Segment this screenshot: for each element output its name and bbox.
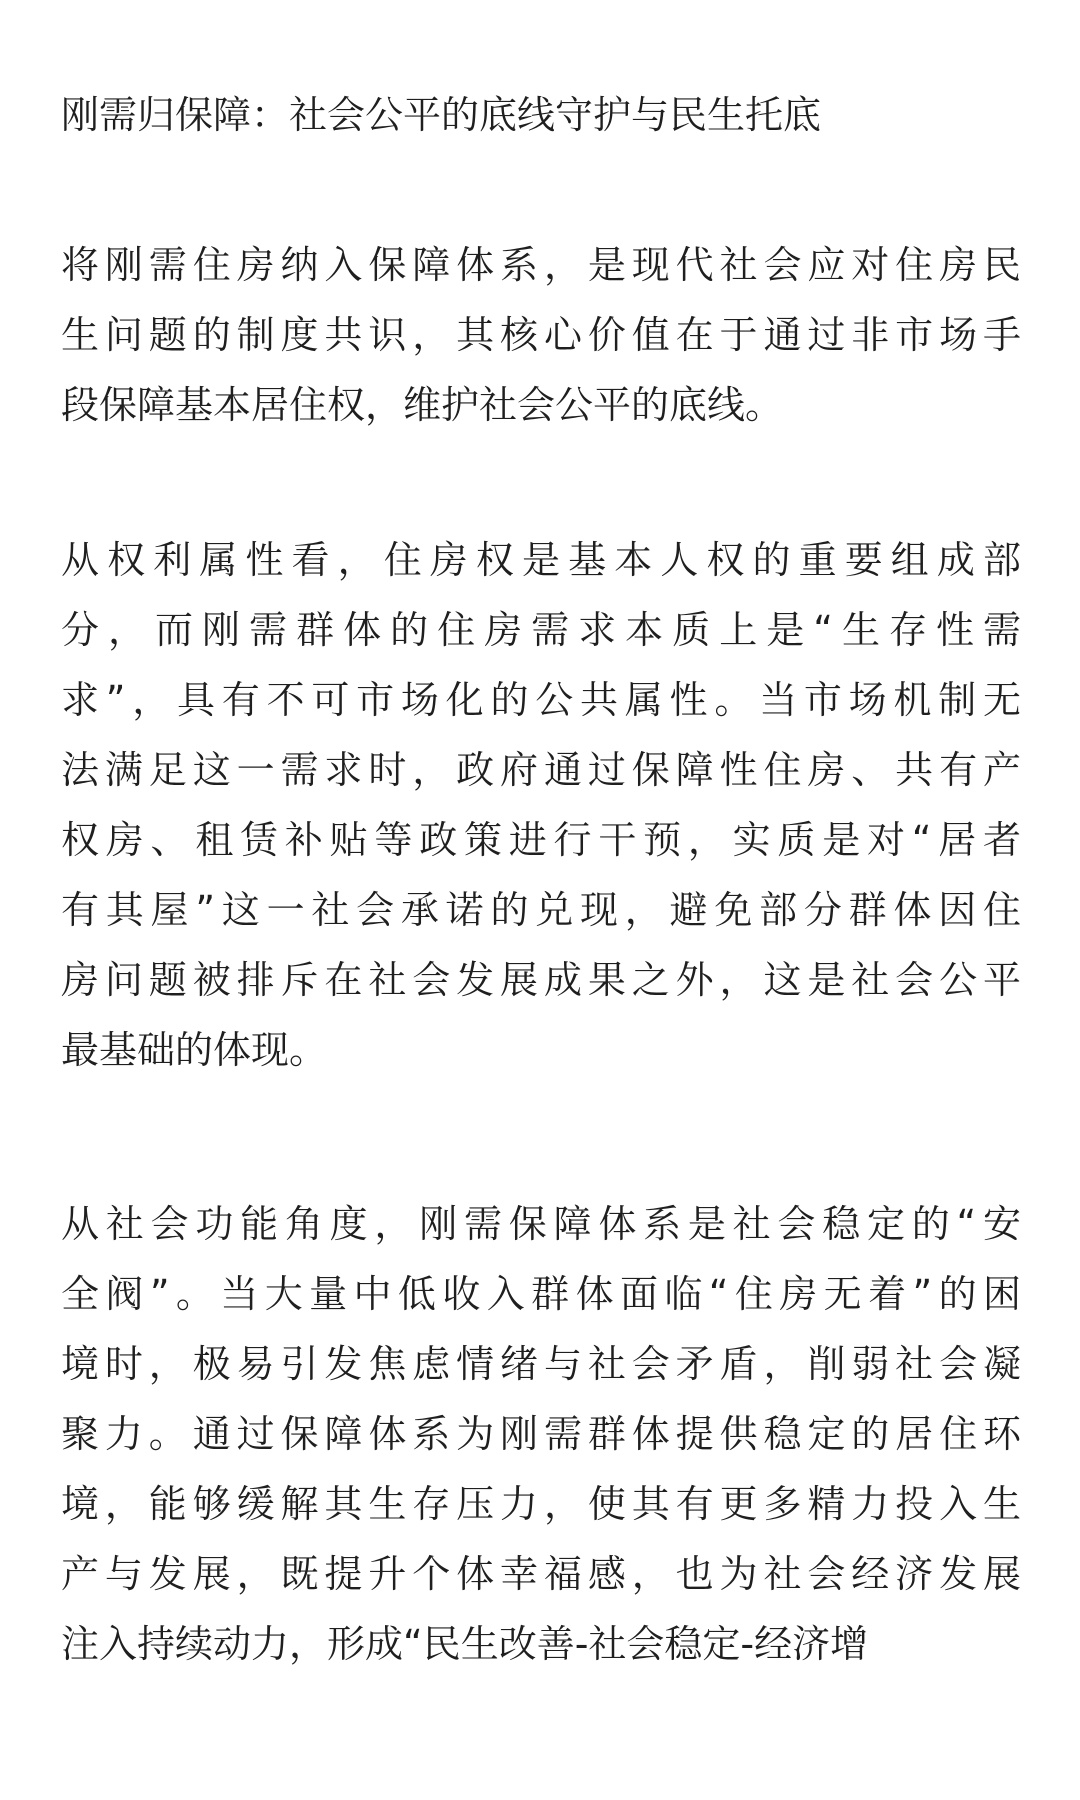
paragraph-1 <box>61 230 1021 440</box>
article-title: 刚需归保障：社会公平的底线守护与民生托底 <box>61 93 822 137</box>
paragraph-line: 境时，极易引发焦虑情绪与社会矛盾，削弱社会凝 <box>61 1342 1021 1386</box>
paragraph-line: 法满足这一需求时，政府通过保障性住房、共有产 <box>61 748 1021 792</box>
paragraph-3 <box>61 1189 1021 1679</box>
paragraph-line: 境，能够缓解其生存压力，使其有更多精力投入生 <box>61 1482 1021 1526</box>
paragraph-line: 分，而刚需群体的住房需求本质上是“生存性需 <box>61 608 1021 652</box>
paragraph-line: 权房、租赁补贴等政策进行干预，实质是对“居者 <box>61 818 1021 862</box>
paragraph-line: 全阀”。当大量中低收入群体面临“住房无着”的困 <box>61 1272 1021 1316</box>
paragraph-line: 房问题被排斥在社会发展成果之外，这是社会公平 <box>61 958 1021 1002</box>
paragraph-line: 生问题的制度共识，其核心价值在于通过非市场手 <box>61 313 1021 357</box>
paragraph-line: 注入持续动力，形成“民生改善-社会稳定-经济增 <box>61 1622 869 1666</box>
paragraph-2 <box>61 525 1021 1085</box>
paragraph-line: 有其屋”这一社会承诺的兑现，避免部分群体因住 <box>61 888 1021 932</box>
paragraph-line: 聚力。通过保障体系为刚需群体提供稳定的居住环 <box>61 1412 1021 1456</box>
paragraph-line: 最基础的体现。 <box>61 1028 328 1072</box>
paragraph-line: 段保障基本居住权，维护社会公平的底线。 <box>61 383 784 427</box>
paragraph-line: 从社会功能角度，刚需保障体系是社会稳定的“安 <box>61 1202 1021 1246</box>
paragraph-line: 求”，具有不可市场化的公共属性。当市场机制无 <box>61 678 1021 722</box>
paragraph-line: 产与发展，既提升个体幸福感，也为社会经济发展 <box>61 1552 1021 1596</box>
paragraph-line: 从权利属性看，住房权是基本人权的重要组成部 <box>61 538 1021 582</box>
paragraph-line: 将刚需住房纳入保障体系，是现代社会应对住房民 <box>61 243 1021 287</box>
